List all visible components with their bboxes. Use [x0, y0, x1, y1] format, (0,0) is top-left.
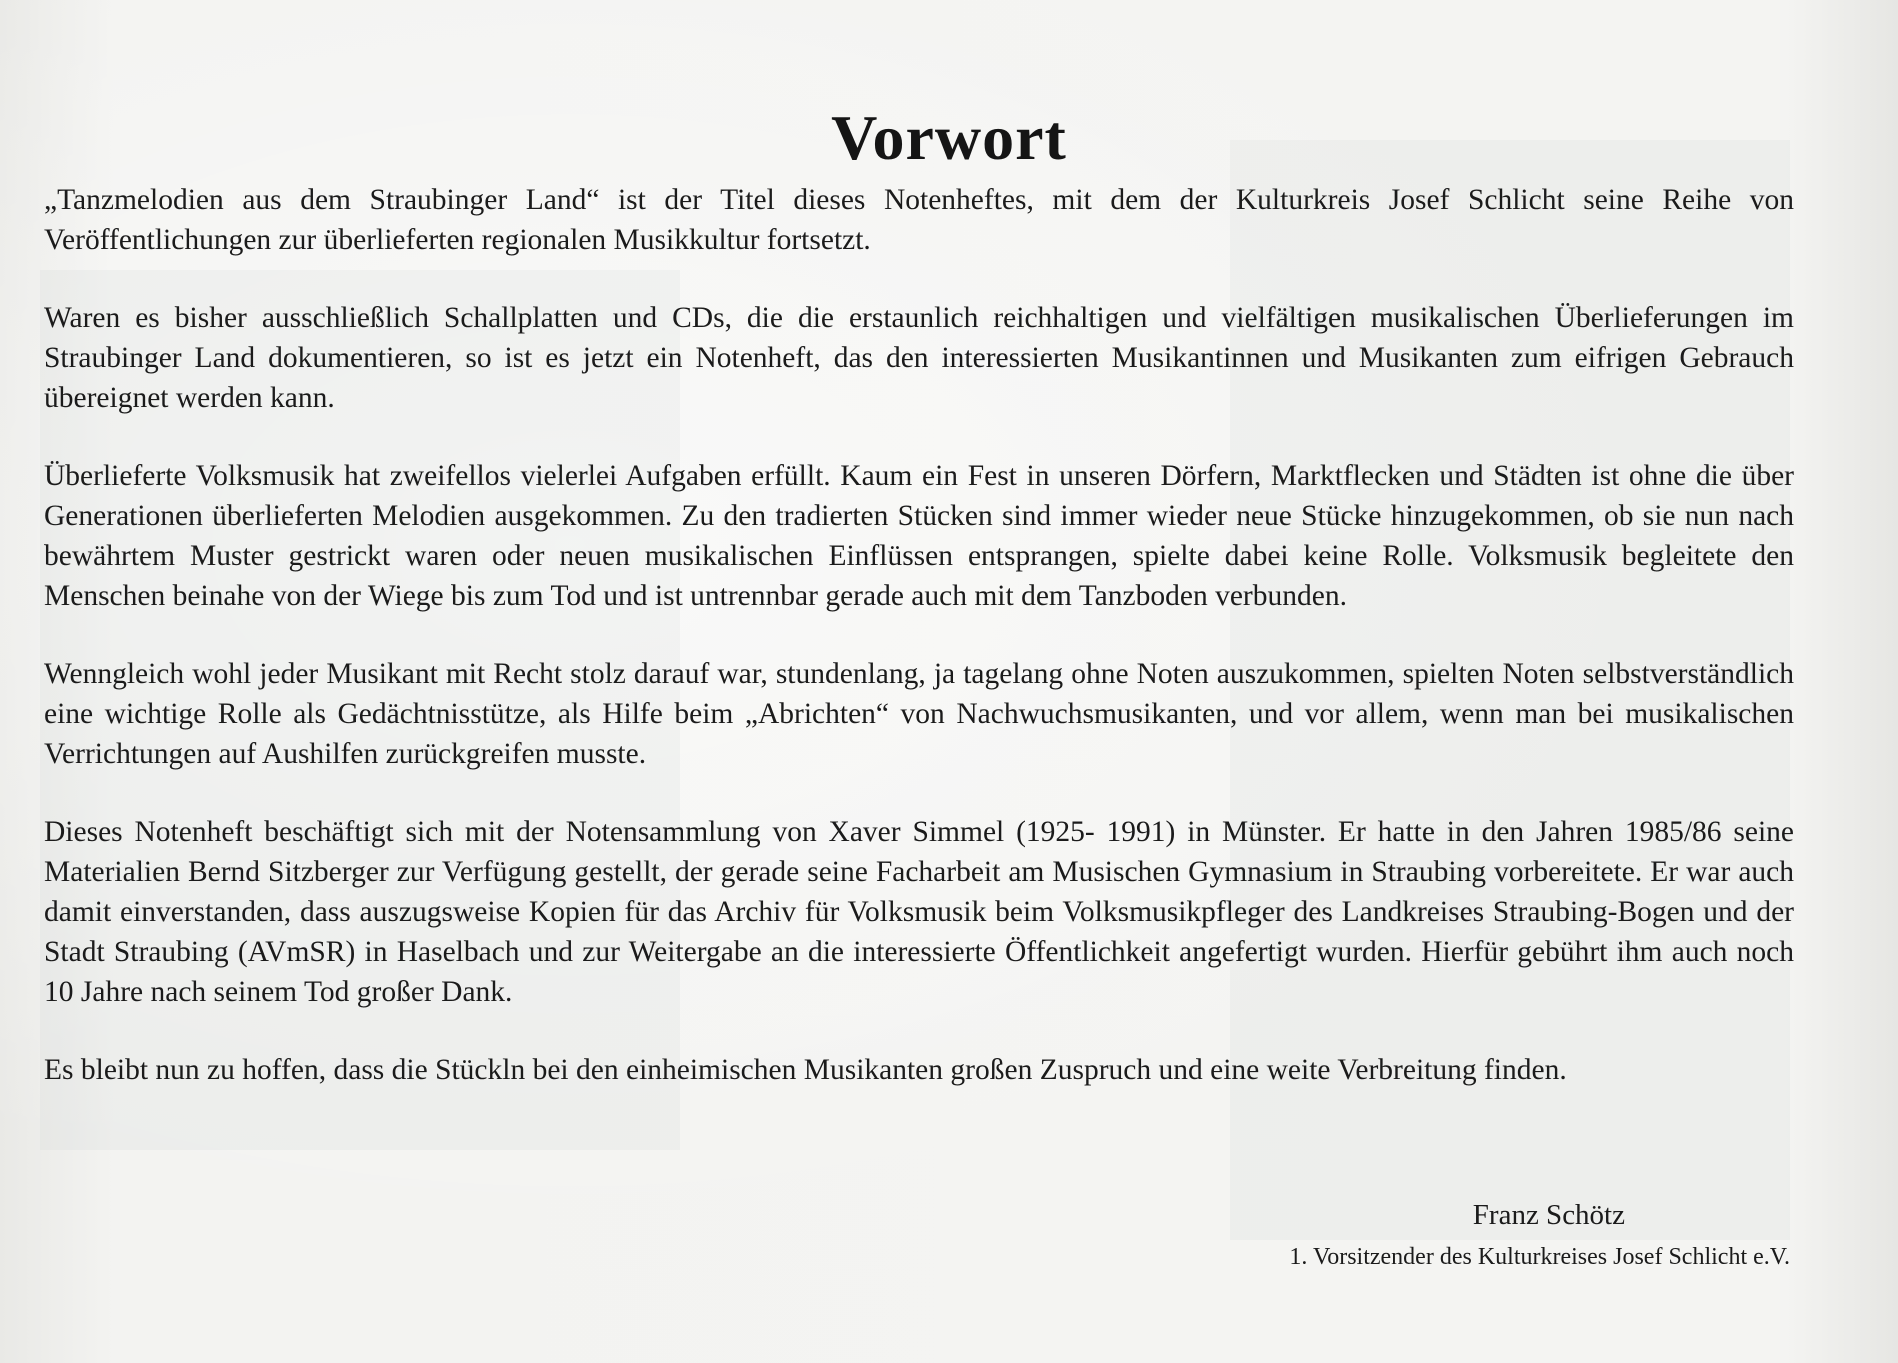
page-title: Vorwort — [831, 101, 1067, 173]
signature-role: 1. Vorsitzender des Kulturkreises Josef Schlicht e.V. — [1289, 1244, 1790, 1270]
signature-block — [1289, 1195, 1790, 1275]
paragraph-records: Waren es bisher ausschließlich Schallplatten und CDs, die die erstaunlich reichhaltigen und vielfältigen musikalischen Überlieferungen im Straubinger Land dokumentieren, so ist es jetzt ein Notenheft, das den interessierten Musikantinnen und Musikanten zum eifrigen Gebrauch übereignet werden kann. — [44, 302, 1794, 414]
paragraph-closing: Es bleibt nun zu hoffen, dass die Stückln bei den einheimischen Musikanten großen Zuspruch und eine weite Verbreitung finden. — [44, 1054, 1567, 1086]
paragraph-collection: Dieses Notenheft beschäftigt sich mit der Notensammlung von Xaver Simmel (1925- 1991) in Münster. Er hatte in den Jahren 1985/86 seine Materialien Bernd Sitzberger zur Verfügung gestellt, der gerade seine Facharbeit am Musischen Gymnasium in Straubing vorbereitete. Er war auch damit einverstanden, dass auszugsweise Kopien für das Archiv für Volksmusik beim Volksmusikpfleger des Landkreises Straubing-Bogen und der Stadt Straubing (AVmSR) in Haselbach und zur Weitergabe an die interessierte Öffentlichkeit angefertigt wurden. Hierfür gebührt ihm auch noch 10 Jahre nach seinem Tod großer Dank. — [44, 816, 1794, 1008]
foreword-body — [44, 180, 1794, 1128]
paragraph-notes-role: Wenngleich wohl jeder Musikant mit Recht stolz darauf war, stundenlang, ja tagelang ohne Noten auszukommen, spielten Noten selbstverständlich eine wichtige Rolle als Gedächtnisstütze, als Hilfe beim „Abrichten“ von Nachwuchsmusikanten, und vor allem, wenn man bei musikalischen Verrichtungen auf Aushilfen zurückgreifen musste. — [44, 658, 1794, 770]
paragraph-folk-music: Überlieferte Volksmusik hat zweifellos vielerlei Aufgaben erfüllt. Kaum ein Fest in unseren Dörfern, Marktflecken und Städten ist ohne die über Generationen überlieferten Melodien ausgekommen. Zu den tradierten Stücken sind immer wieder neue Stücke hinzugekommen, ob sie nun nach bewährtem Muster gestrickt waren oder neuen musikalischen Einflüssen entsprangen, spielte dabei keine Rolle. Volksmusik begleitete den Menschen beinahe von der Wiege bis zum Tod und ist untrennbar gerade auch mit dem Tanzboden verbunden. — [44, 460, 1794, 612]
signature-name: Franz Schötz — [1472, 1199, 1625, 1231]
paragraph-intro: „Tanzmelodien aus dem Straubinger Land“ ist der Titel dieses Notenheftes, mit dem der Kulturkreis Josef Schlicht seine Reihe von Veröffentlichungen zur überlieferten regionalen Musikkultur fortsetzt. — [44, 184, 1794, 256]
